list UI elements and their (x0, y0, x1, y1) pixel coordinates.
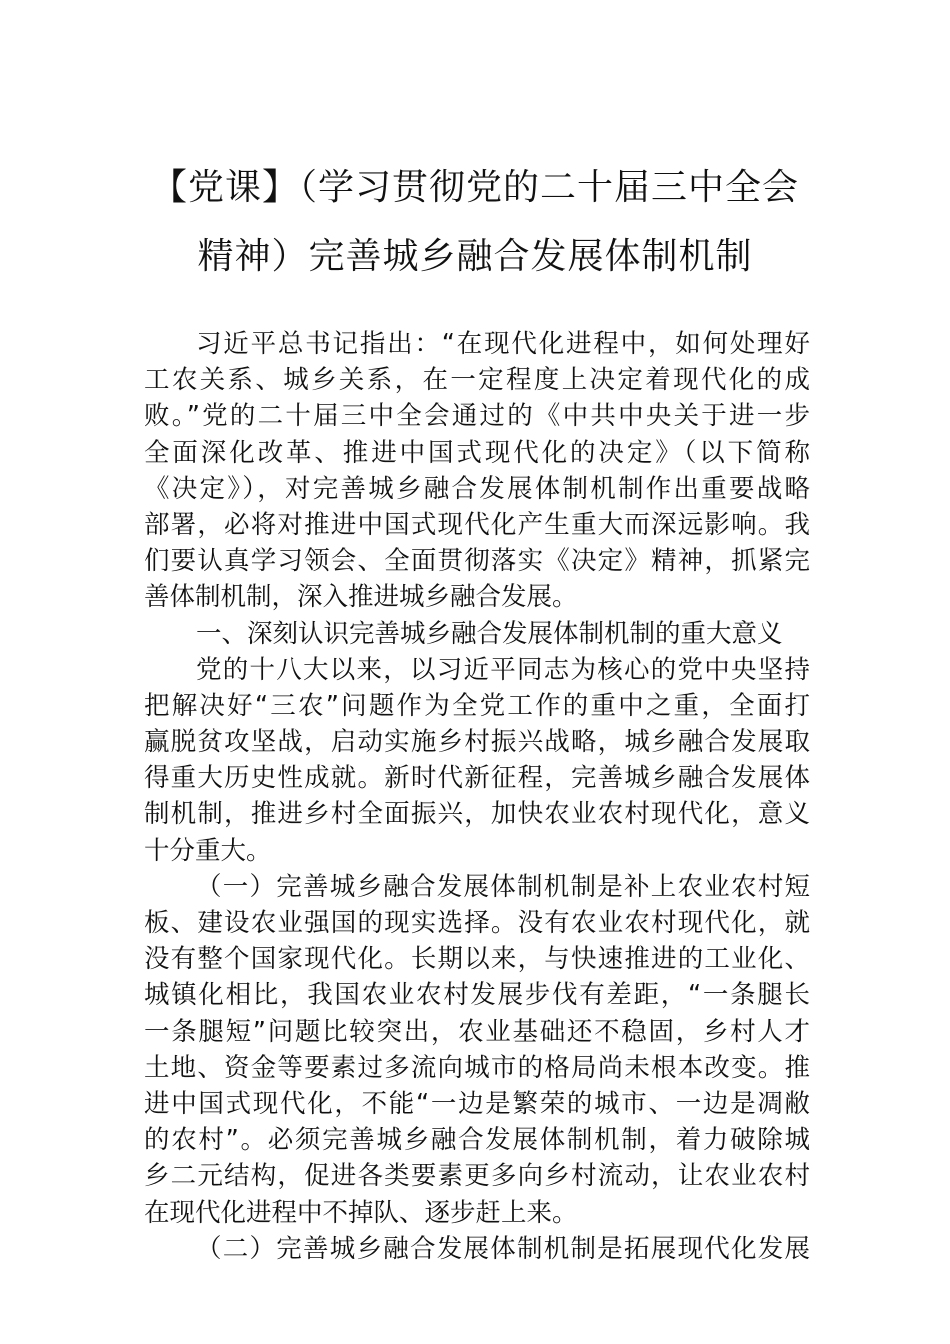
document-title-line-2: 精神）完善城乡融合发展体制机制 (197, 236, 753, 277)
paragraph-line: 板、建设农业强国的现实选择。没有农业农村现代化，就 (144, 908, 810, 938)
paragraph-line: 一条腿短”问题比较突出，农业基础还不稳固，乡村人才 (144, 1016, 810, 1047)
paragraph-line: 败。”党的二十届三中全会通过的《中共中央关于进一步 (144, 401, 810, 432)
paragraph-line: 得重大历史性成就。新时代新征程，完善城乡融合发展体 (144, 763, 810, 794)
paragraph-line: 党的十八大以来，以习近平同志为核心的党中央坚持 (196, 654, 810, 685)
paragraph-line: 《决定》），对完善城乡融合发展体制机制作出重要战略 (144, 473, 810, 504)
paragraph-line: 进中国式现代化，不能“一边是繁荣的城市、一边是凋敝 (144, 1088, 810, 1119)
paragraph-line: 在现代化进程中不掉队、逐步赶上来。 (144, 1197, 578, 1228)
paragraph-line: （一）完善城乡融合发展体制机制是补上农业农村短 (196, 871, 810, 902)
paragraph-line: 土地、资金等要素过多流向城市的格局尚未根本改变。推 (144, 1052, 810, 1083)
paragraph-line: 们要认真学习领会、全面贯彻落实《决定》精神，抓紧完 (144, 546, 810, 577)
paragraph-line: （二）完善城乡融合发展体制机制是拓展现代化发展 (196, 1233, 810, 1264)
paragraph-line: 赢脱贫攻坚战，启动实施乡村振兴战略，城乡融合发展取 (144, 727, 810, 758)
paragraph-line: 乡二元结构，促进各类要素更多向乡村流动，让农业农村 (144, 1161, 810, 1192)
paragraph-line: 的农村”。必须完善城乡融合发展体制机制，着力破除城 (144, 1125, 810, 1156)
paragraph-line: 制机制，推进乡村全面振兴，加快农业农村现代化，意义 (144, 799, 810, 830)
document-title-line-1: 【党课】（学习贯彻党的二十届三中全会 (150, 167, 799, 208)
paragraph-line: 没有整个国家现代化。长期以来，与快速推进的工业化、 (144, 944, 810, 975)
paragraph-line: 习近平总书记指出：“在现代化进程中，如何处理好 (196, 329, 810, 359)
paragraph-line: 十分重大。 (144, 835, 272, 866)
paragraph-line: 善体制机制，深入推进城乡融合发展。 (144, 582, 578, 613)
paragraph-line: 把解决好“三农”问题作为全党工作的重中之重，全面打 (144, 690, 810, 721)
paragraph-line: 部署，必将对推进中国式现代化产生重大而深远影响。我 (144, 509, 810, 540)
paragraph-line: 城镇化相比，我国农业农村发展步伐有差距，“一条腿长 (144, 980, 810, 1011)
paragraph-line: 工农关系、城乡关系，在一定程度上决定着现代化的成 (144, 365, 810, 396)
document-body (144, 326, 810, 1267)
section-heading: 一、深刻认识完善城乡融合发展体制机制的重大意义 (196, 618, 783, 649)
paragraph-line: 全面深化改革、推进中国式现代化的决定》（以下简称 (144, 437, 810, 468)
